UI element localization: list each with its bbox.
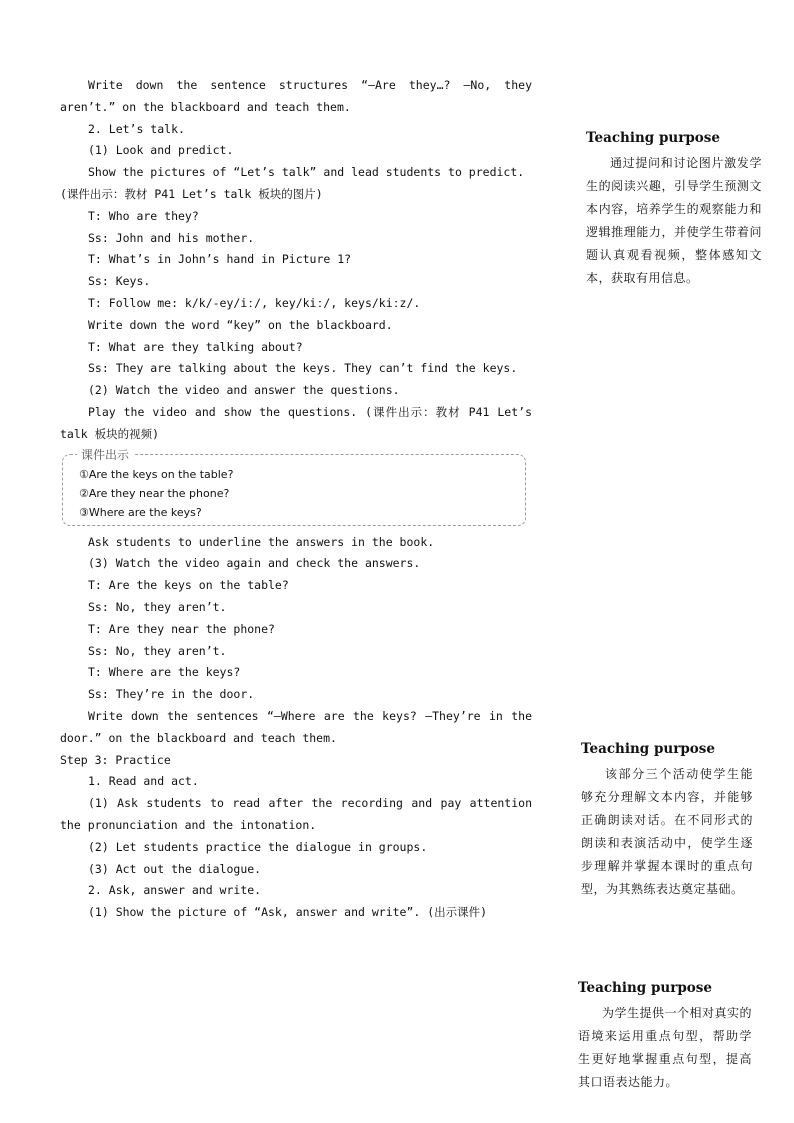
body-line: door.” on the blackboard and teach them. [60,730,337,745]
courseware-box-title: 课件出示 [77,446,133,463]
body-line: (1) Show the picture of “Ask, answer and write”. (出示课件) [88,905,488,920]
dialogue-line: T: Who are they? [88,208,199,223]
note-title: Teaching purpose [581,741,715,757]
body-line: (3) Act out the dialogue. [88,861,262,876]
body-line: Write down the word “key” on the blackboard. [88,317,393,332]
courseware-box [62,447,526,526]
question-item: ①Are the keys on the table? [79,467,234,481]
body-line: (2) Watch the video and answer the questions. [88,383,400,398]
body-line: 1. Read and act. [88,774,199,789]
body-line: aren’t.” on the blackboard and teach them. [60,99,351,114]
dialogue-line: Ss: John and his mother. [88,230,255,245]
body-line: Ask students to underline the answers in the book. [88,534,435,549]
teaching-purpose-note-2 [581,741,753,901]
note-text: 为学生提供一个相对真实的语境来运用重点句型，帮助学生更好地掌握重点句型，提高其口语表达能力。 [578,1006,753,1089]
lesson-body [60,75,532,924]
body-line: Play the video and show the questions. (课件出示：教材 P41 Let’s [88,404,532,419]
dialogue-line: Ss: They are talking about the keys. They can’t find the keys. [88,361,518,376]
note-text: 通过提问和讨论图片激发学生的阅读兴趣，引导学生预测文本内容，培养学生的观察能力和逻辑推理能力，并使学生带着问题认真观看视频，整体感知文本，获取有用信息。 [586,156,762,285]
dialogue-line: Ss: No, they aren’t. [88,643,227,658]
dialogue-line: T: Are the keys on the table? [88,578,289,593]
note-title: Teaching purpose [578,980,712,996]
dialogue-line: T: Are they near the phone? [88,621,275,636]
dialogue-line: Ss: They’re in the door. [88,687,255,702]
body-line: (1) Look and predict. [88,143,234,158]
dialogue-line: T: What are they talking about? [88,339,303,354]
teaching-purpose-note-3 [578,980,752,1094]
dialogue-line: Ss: No, they aren’t. [88,599,227,614]
body-line: 2. Let’s talk. [88,121,185,136]
question-item: ③Where are the keys? [79,505,202,519]
body-line: (2) Let students practice the dialogue in groups. [88,839,428,854]
note-text: 该部分三个活动使学生能够充分理解文本内容，并能够正确朗读对话。在不同形式的朗读和表演活动中，使学生逐步理解并掌握本课时的重点句型，为其熟练表达奠定基础。 [581,767,753,896]
body-line: (3) Watch the video again and check the answers. [88,556,421,571]
question-item: ②Are they near the phone? [79,486,230,500]
body-line: (课件出示：教材 P41 Let’s talk 板块的图片) [60,186,323,201]
body-line: Show the pictures of “Let’s talk” and lead students to predict. [88,165,525,180]
body-line: Write down the sentences “—Where are the keys? —They’re in the [88,708,532,723]
dialogue-line: T: Where are the keys? [88,665,241,680]
body-line: 2. Ask, answer and write. [88,883,262,898]
body-line: the pronunciation and the intonation. [60,817,317,832]
dialogue-line: Ss: Keys. [88,274,151,289]
dialogue-line: T: What’s in John’s hand in Picture 1? [88,252,352,267]
body-line: talk 板块的视频) [60,426,160,441]
note-title: Teaching purpose [586,130,720,146]
step-heading: Step 3: Practice [60,752,171,767]
dialogue-line: T: Follow me: k/k/-ey/iː/, key/kiː/, keys/kiːz/. [88,295,421,310]
teaching-purpose-note-1 [586,130,762,290]
body-line: Write down the sentence structures “—Are they…? —No, they [88,78,532,92]
body-line: (1) Ask students to read after the recording and pay attention [88,796,532,811]
